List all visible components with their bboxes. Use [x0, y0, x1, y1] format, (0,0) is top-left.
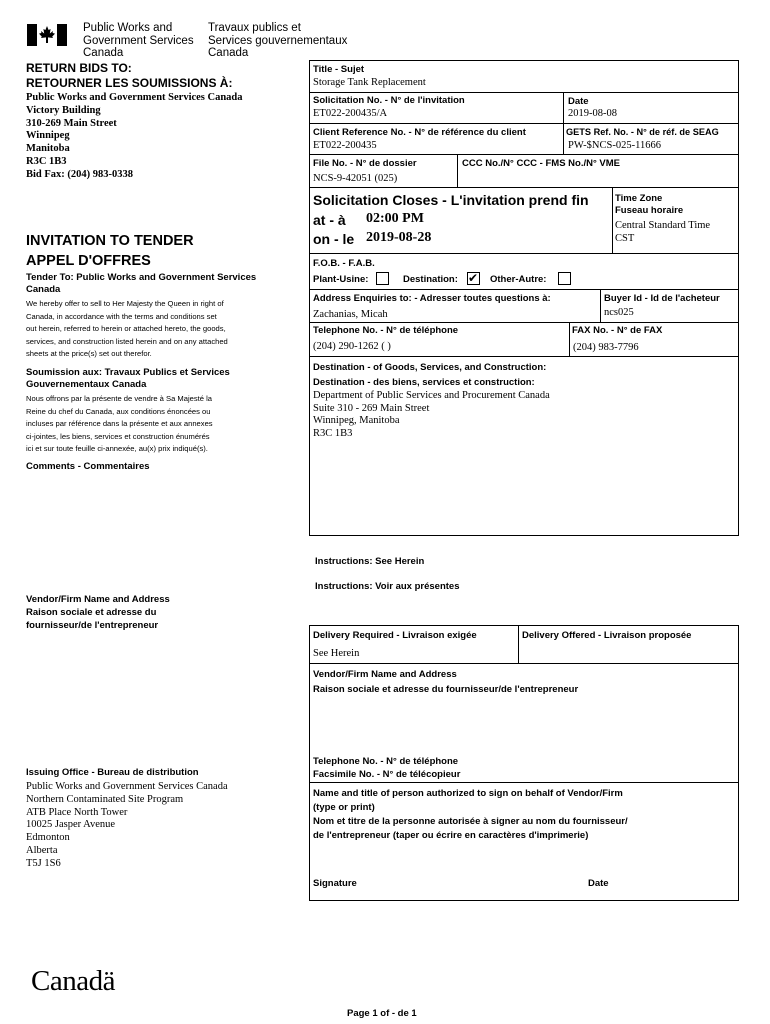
destination-goods-address: Department of Public Services and Procurement Canada Suite 310 - 269 Main Street Winnipeg, Manitoba R3C 1B3 [313, 390, 550, 439]
vendor-firm-left-label: Vendor/Firm Name and Address Raison sociale et adresse du fournisseur/de l'entrepreneur [26, 594, 170, 631]
solicitation-value: ET022-200435/A [313, 108, 388, 119]
return-bids-address: Public Works and Government Services Canada Victory Building 310-269 Main Street Winnipeg Manitoba R3C 1B3 Bid Fax: (204) 983-0338 [26, 92, 243, 180]
closes-at-value: 02:00 PM [366, 211, 424, 226]
issuing-office-label: Issuing Office - Bureau de distribution [26, 767, 199, 778]
authorized-person-label: Name and title of person authorized to sign on behalf of Vendor/Firm (type or print) Nom et titre de la personne autorisée à signer au nom du fournisseur/ de l'entrepreneur (taper ou écrire en caractères d'imprimerie) [313, 788, 628, 841]
check-icon: ✔ [468, 271, 479, 285]
destination-checkbox[interactable] [467, 272, 480, 285]
ccc-label: CCC No./N° CCC - FMS No./N° VME [462, 158, 621, 169]
instructions-en: Instructions: See Herein [315, 556, 425, 567]
title-label: Title - Sujet [313, 64, 365, 75]
telephone-value: (204) 290-1262 ( ) [313, 341, 391, 352]
fax-label: FAX No. - N° de FAX [572, 325, 663, 336]
page-number: Page 1 of - de 1 [347, 1008, 417, 1019]
canada-wordmark: Canadä [31, 965, 115, 997]
invitation-title: INVITATION TO TENDER APPEL D'OFFRES [26, 233, 194, 269]
destination-label: Destination: [403, 274, 458, 285]
closes-on-label: on - le [313, 231, 355, 247]
date-value: 2019-08-08 [568, 108, 617, 119]
plant-checkbox[interactable] [376, 272, 389, 285]
time-zone-value: Central Standard Time CST [615, 220, 711, 244]
plant-label: Plant-Usine: [313, 274, 369, 285]
closes-at-label: at - à [313, 212, 346, 228]
client-ref-label: Client Reference No. - N° de référence du client [313, 127, 526, 138]
delivery-offered-label: Delivery Offered - Livraison proposée [522, 630, 692, 641]
delivery-required-label: Delivery Required - Livraison exigée [313, 630, 477, 641]
issuing-office-address: Public Works and Government Services Canada Northern Contaminated Site Program ATB Place North Tower 10025 Jasper Avenue Edmonton Alberta T5J 1S6 [26, 781, 228, 869]
gets-value: PW-$NCS-025-11666 [568, 140, 661, 151]
signature-label: Signature [313, 878, 357, 889]
date-label: Date [568, 96, 589, 107]
delivery-required-value: See Herein [313, 648, 360, 659]
file-no-label: File No. - N° de dossier [313, 158, 417, 169]
gets-label: GETS Ref. No. - N° de réf. de SEAG [566, 127, 719, 137]
client-ref-value: ET022-200435 [313, 140, 377, 151]
soumission-text: Nous offrons par la présente de vendre à Sa Majesté la Reine du chef du Canada, aux conditions énoncées ou incluses par référence dans la présente et aux annexes ci-jointes, les biens, services et construction énumérés ici et sur toute feuille ci-annexée, au(x) prix indiqué(s). [26, 394, 213, 453]
fob-label: F.O.B. - F.A.B. [313, 258, 375, 269]
comments-label: Comments - Commentaires [26, 461, 150, 472]
vendor-firm-label: Vendor/Firm Name and Address Raison sociale et adresse du fournisseur/de l'entrepreneur [313, 669, 579, 695]
signature-date-label: Date [588, 878, 609, 889]
fax-value: (204) 983-7796 [573, 342, 639, 353]
other-label: Other-Autre: [490, 274, 547, 285]
instructions-fr: Instructions: Voir aux présentes [315, 581, 460, 592]
department-name-fr: Travaux publics et Services gouvernementaux Canada [208, 22, 348, 59]
time-zone-label: Time Zone Fuseau horaire [615, 193, 684, 216]
enquiries-label: Address Enquiries to: - Adresser toutes questions à: [313, 293, 551, 304]
buyer-id-label: Buyer Id - Id de l'acheteur [604, 293, 720, 304]
telephone-label: Telephone No. - N° de téléphone [313, 325, 459, 336]
other-checkbox[interactable] [558, 272, 571, 285]
title-value: Storage Tank Replacement [313, 77, 426, 88]
canada-flag-logo [27, 24, 67, 46]
enquiries-value: Zachanias, Micah [313, 309, 388, 320]
destination-goods-label: Destination - of Goods, Services, and Construction: Destination - des biens, services et construction: [313, 362, 547, 388]
file-no-value: NCS-9-42051 (025) [313, 173, 398, 184]
buyer-id-value: ncs025 [604, 307, 634, 318]
soumission-heading: Soumission aux: Travaux Publics et Services Gouvernementaux Canada [26, 367, 230, 390]
tender-to-text: We hereby offer to sell to Her Majesty the Queen in right of Canada, in accordance with the terms and conditions set out herein, referred to herein or attached hereto, the goods, services, and construction listed herein and on any attached sheets at the price(s) set out therefor. [26, 299, 228, 358]
closes-on-value: 2019-08-28 [366, 230, 432, 245]
tender-to-heading: Tender To: Public Works and Government Services Canada [26, 272, 257, 295]
department-name-en: Public Works and Government Services Canada [83, 22, 194, 59]
closes-label: Solicitation Closes - L'invitation prend fin [313, 192, 589, 208]
return-bids-title: RETURN BIDS TO: RETOURNER LES SOUMISSIONS À: [26, 61, 233, 90]
solicitation-label: Solicitation No. - N° de l'invitation [313, 95, 465, 106]
vendor-phone-label: Telephone No. - N° de téléphone Facsimile No. - N° de télécopieur [313, 756, 461, 780]
